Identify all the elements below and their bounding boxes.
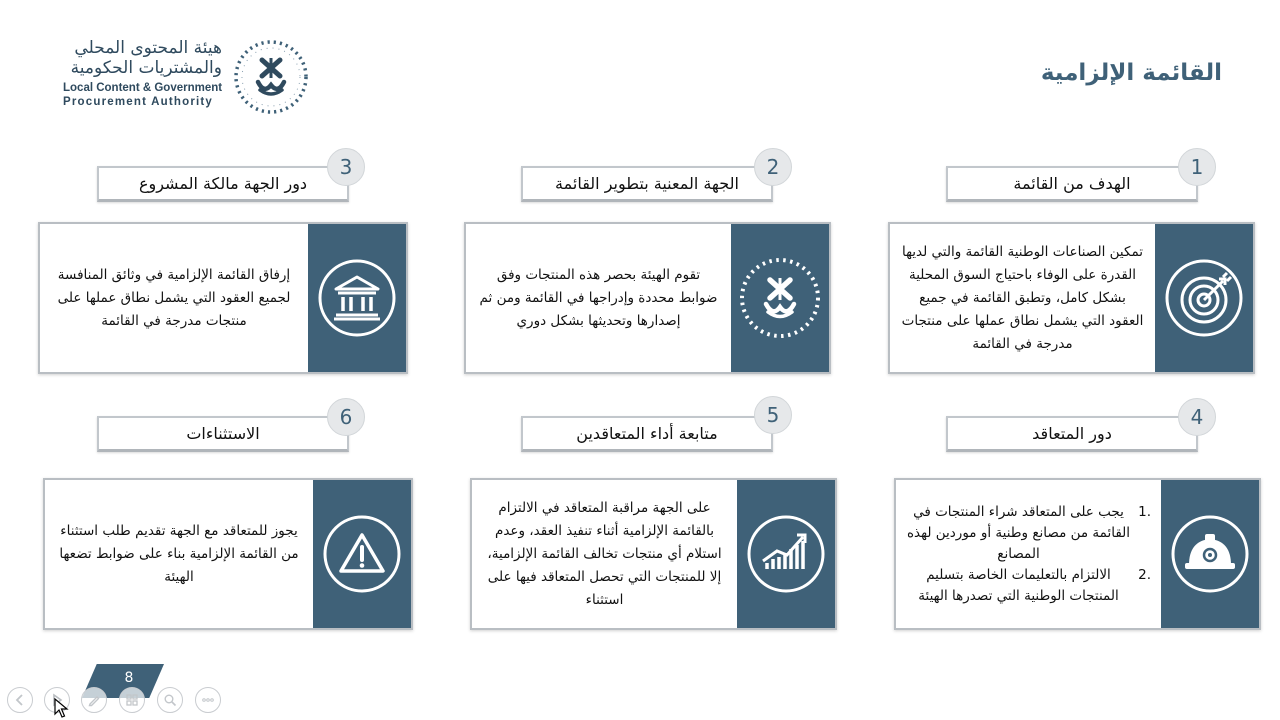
target-icon xyxy=(1163,257,1245,339)
section-6-heading-box xyxy=(97,416,349,452)
section-2-text: تقوم الهيئة بحصر هذه المنتجات وفق ضوابط محددة وإدراجها في القائمة ومن ثم إصدارها وتحديثها بشكل دوري xyxy=(479,266,718,329)
ellipsis-icon xyxy=(201,693,215,707)
section-2-number: 2 xyxy=(754,148,792,186)
section-4-number: 4 xyxy=(1178,398,1216,436)
section-3-text: إرفاق القائمة الإلزامية في وثائق المنافسة لجميع العقود التي يشمل نطاق عملها على منتجات مدرجة في القائمة xyxy=(57,266,291,329)
list-item-text: يجب على المتعاقد شراء المنتجات في القائمة من مصانع وطنية أو موردين لهذه المصانع xyxy=(906,503,1131,562)
authority-emblem-icon xyxy=(232,38,310,116)
logo-arabic-line1: هيئة المحتوى المحلي xyxy=(74,38,222,58)
section-1-text: تمكين الصناعات الوطنية القائمة والتي لديها القدرة على الوفاء باحتياج السوق المحلية بشكل كامل، وتطبق القائمة في جميع العقود التي يشمل نطاق عملها على منتجات مدرجة في القائمة xyxy=(901,243,1144,352)
section-5-icon-panel xyxy=(737,480,835,628)
list-item-number: .1 xyxy=(1138,503,1151,520)
section-5-text: على الجهة مراقبة المتعاقد في الالتزام بالقائمة الإلزامية أثناء تنفيذ العقد، وعدم استلام أي منتجات تخالف القائمة الإلزامية، إلا للمنتجات التي تحصل المتعاقد فيها على استثناء xyxy=(487,499,722,608)
hard-hat-icon xyxy=(1169,513,1251,595)
section-2-card xyxy=(464,222,831,374)
section-1-icon-panel xyxy=(1155,224,1253,372)
list-item xyxy=(906,502,1151,565)
page-number: 8 xyxy=(124,670,134,686)
section-3-heading: دور الجهة مالكة المشروع xyxy=(138,174,308,193)
previous-slide-button[interactable] xyxy=(7,687,33,713)
section-6-text: يجوز للمتعاقد مع الجهة تقديم طلب استثناء من القائمة الإلزامية بناء على ضوابط تضعها الهيئة xyxy=(59,522,299,585)
section-4-card xyxy=(894,478,1261,630)
logo-english-line2: Procurement Authority xyxy=(63,96,214,108)
warning-icon xyxy=(321,513,403,595)
section-5-number: 5 xyxy=(754,396,792,434)
section-4-heading: دور المتعاقد xyxy=(1032,424,1112,443)
section-5-heading: متابعة أداء المتعاقدين xyxy=(576,424,718,443)
section-3-icon-panel xyxy=(308,224,406,372)
section-1-heading: الهدف من القائمة xyxy=(1013,174,1131,193)
arrow-left-icon xyxy=(13,693,27,707)
logo-arabic-line2: والمشتريات الحكومية xyxy=(70,58,222,78)
section-2-icon-panel xyxy=(731,224,829,372)
section-1-card xyxy=(888,222,1255,374)
section-2-heading-box xyxy=(521,166,773,202)
section-6-number: 6 xyxy=(327,398,365,436)
section-6-card xyxy=(43,478,413,630)
section-5-heading-box xyxy=(521,416,773,452)
pen-icon xyxy=(87,693,101,707)
section-1-number: 1 xyxy=(1178,148,1216,186)
section-6-heading: الاستثناءات xyxy=(186,424,260,443)
section-3-card xyxy=(38,222,408,374)
authority-logo xyxy=(60,38,312,116)
authority-emblem-icon xyxy=(738,256,822,340)
section-5-card xyxy=(470,478,837,630)
section-4-heading-box xyxy=(946,416,1198,452)
section-4-icon-panel xyxy=(1161,480,1259,628)
zoom-button[interactable] xyxy=(157,687,183,713)
section-1-heading-box xyxy=(946,166,1198,202)
section-3-heading-box xyxy=(97,166,349,202)
grid-icon xyxy=(125,693,139,707)
pen-tool-button[interactable] xyxy=(81,687,107,713)
list-item xyxy=(906,565,1151,607)
magnifier-icon xyxy=(163,693,177,707)
section-4-list xyxy=(906,480,1151,628)
list-item-text: الالتزام بالتعليمات الخاصة بتسليم المنتجات الوطنية التي تصدرها الهيئة xyxy=(918,566,1119,604)
section-6-icon-panel xyxy=(313,480,411,628)
logo-english-line1: Local Content & Government xyxy=(63,82,223,94)
more-options-button[interactable] xyxy=(195,687,221,713)
section-2-heading: الجهة المعنية بتطوير القائمة xyxy=(555,174,739,193)
mouse-cursor-icon xyxy=(54,698,70,718)
section-3-number: 3 xyxy=(327,148,365,186)
list-item-number: .2 xyxy=(1138,566,1151,583)
page-title: القائمة الإلزامية xyxy=(1040,60,1222,86)
slides-overview-button[interactable] xyxy=(119,687,145,713)
government-building-icon xyxy=(316,257,398,339)
growth-chart-icon xyxy=(745,513,827,595)
